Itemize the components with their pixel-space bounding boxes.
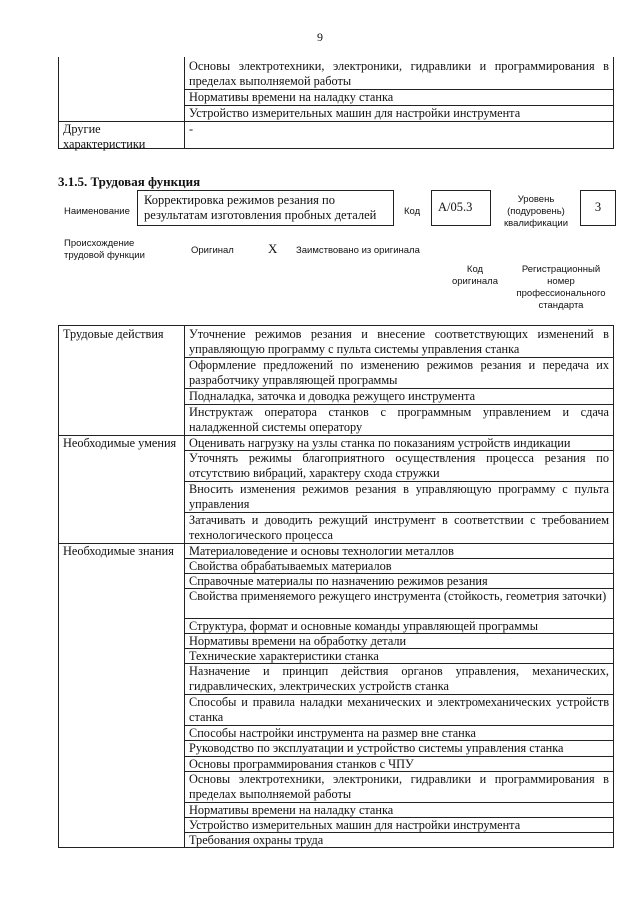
level-box (580, 190, 616, 226)
skills-label: Необходимые умения (63, 436, 177, 450)
section-heading: 3.1.5. Трудовая функция (58, 174, 201, 189)
competence-table (58, 325, 614, 848)
list-item: Затачивать и доводить режущий инструмент в соответствии с требованием технологического процесса (189, 513, 609, 542)
list-item: Инструктаж оператора станков с программным управлением и сдача наладженной системы оператору (189, 405, 609, 434)
other-characteristics-label: Другие характеристики (63, 122, 146, 151)
name-box (137, 190, 394, 226)
borrowed-label: Заимствовано из оригинала (296, 245, 420, 256)
list-item: Назначение и принцип действия органов управления, механических, гидравлических, электрических устройств станка (189, 664, 609, 693)
page-number: 9 (317, 30, 323, 44)
list-item: Способы настройки инструмента на размер вне станка (189, 726, 477, 740)
list-item: Нормативы времени на наладку станка (189, 803, 394, 817)
list-item: Основы электротехники, электроники, гидравлики и программирования в пределах выполняемой работы (189, 59, 609, 88)
list-item: Основы программирования станков с ЧПУ (189, 757, 414, 771)
original-label: Оригинал (191, 245, 234, 256)
original-code-label: Код оригинала (451, 264, 498, 287)
table-column-divider (184, 57, 185, 149)
list-item: Уточнение режимов резания и внесение соответствующих изменений в управляющую программу с пульта системы управления станка (189, 327, 609, 356)
list-item: Справочные материалы по назначению режимов резания (189, 574, 488, 588)
list-item: Оценивать нагрузку на узлы станка по показаниям устройств индикации (189, 436, 571, 450)
list-item: Вносить изменения режимов резания в управляющую программу с пульта управления (189, 482, 609, 511)
table-border-top (58, 325, 614, 326)
list-item: Технические характеристики станка (189, 649, 379, 663)
list-item: Уточнять режимы благоприятного осуществления процесса резания по отсутствию вибраций, характеру схода стружки (189, 451, 609, 480)
list-item: Свойства обрабатываемых материалов (189, 559, 392, 573)
original-mark: X (268, 241, 278, 256)
list-item: Оформление предложений по изменению режимов резания и передача их разработчику управляющей программы (189, 358, 609, 387)
list-item: Нормативы времени на наладку станка (189, 90, 394, 104)
list-item: Требования охраны труда (189, 833, 324, 847)
level-label: Уровень (подуровень) квалификации (503, 194, 569, 229)
registration-number-label: Регистрационный номер профессионального стандарта (516, 264, 606, 311)
list-item: Устройство измерительных машин для настройки инструмента (189, 818, 521, 832)
level-value: 3 (594, 200, 602, 214)
table-border-left (58, 325, 59, 848)
code-value: A/05.3 (438, 200, 473, 214)
name-label: Наименование (64, 206, 130, 217)
list-item: Способы и правила наладки механических и электромеханических устройств станка (189, 695, 609, 724)
list-item: Подналадка, заточка и доводка режущего инструмента (189, 389, 476, 403)
function-name: Корректировка режимов резания по результатам изготовления пробных деталей (144, 193, 377, 222)
list-item: Руководство по эксплуатации и устройство системы управления станка (189, 741, 564, 755)
list-item: Свойства применяемого режущего инструмента (стойкость, геометрия заточки) (189, 589, 607, 603)
list-item: Структура, формат и основные команды управляющей программы (189, 619, 538, 633)
continuation-table (58, 57, 614, 149)
knowledge-label: Необходимые знания (63, 544, 174, 558)
table-border-right (613, 57, 614, 149)
other-characteristics-value: - (189, 122, 194, 136)
labor-actions-label: Трудовые действия (63, 327, 164, 341)
code-box (431, 190, 491, 226)
origin-label: Происхождение трудовой функции (64, 238, 145, 261)
table-border-left (58, 57, 59, 149)
list-item: Основы электротехники, электроники, гидравлики и программирования в пределах выполняемой работы (189, 772, 609, 801)
list-item: Материаловедение и основы технологии металлов (189, 544, 454, 558)
list-item: Нормативы времени на обработку детали (189, 634, 407, 648)
list-item: Устройство измерительных машин для настройки инструмента (189, 106, 521, 120)
code-label: Код (404, 206, 421, 217)
